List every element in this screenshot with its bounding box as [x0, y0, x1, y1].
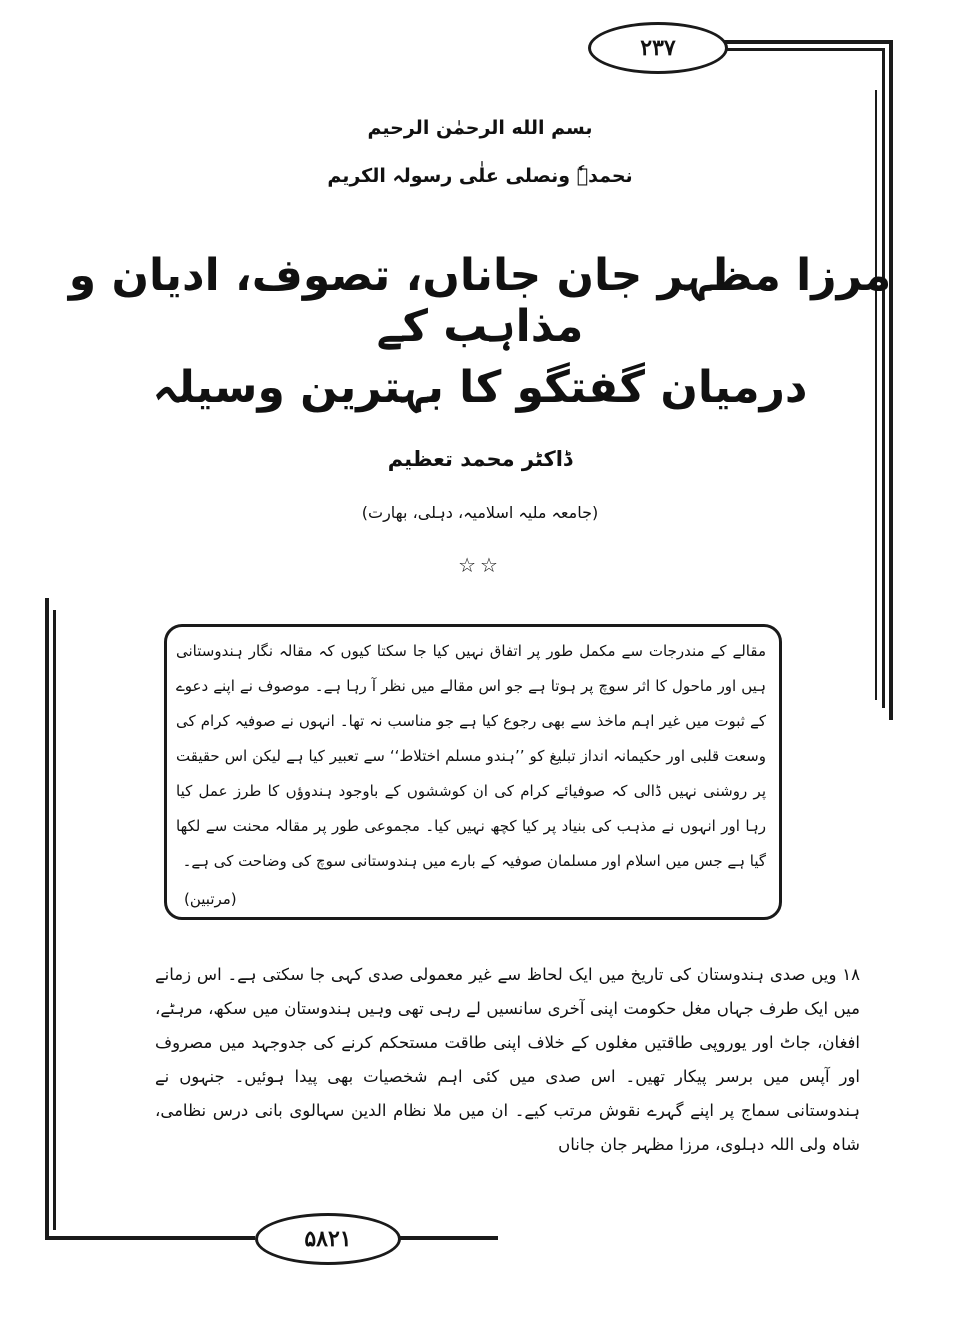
author-affiliation: (جامعہ ملیہ اسلامیہ، دہلی، بھارت)	[361, 503, 599, 522]
body-paragraph: ۱۸ ویں صدی ہندوستان کی تاریخ میں ایک لحاظ سے غیر معمولی صدی کہی جا سکتی ہے۔ اس زمانے میں ایک طرف جہاں مغل حکومت اپنی آخری سانسیں لے رہی تھی وہیں ہندوستان میں سکھ، مرہٹے، افغان، جاٹ اور یوروپی طاقتیں مغلوں کے خلاف اپنی طاقت مستحکم کرنے کی جدوجہد میں مصروف اور آپس میں برسر پیکار تھیں۔ اس صدی میں کئی اہم شخصیات بھی پیدا ہوئیں۔ جنہوں نے ہندوستانی سماج پر اپنے گہرے نقوش مرتب کیے۔ ان میں ملا نظام الدین سہالوی بانی درس نظامی، شاہ ولی اللہ دہلوی، مرزا مظہر جان جاناں	[155, 965, 860, 1154]
basmala: بسم الله الرحمٰن الرحیم	[367, 117, 593, 139]
frame-bottom-line-right	[398, 1236, 498, 1240]
article-title-line-1: مرزا مظہر جان جاناں، تصوف، ادیان و مذاہب کے	[68, 250, 892, 352]
hamd: نحمدہٗ ونصلی علٰی رسولہ الکریم	[327, 165, 633, 187]
editor-note-signature: (مرتبین)	[184, 890, 237, 908]
editor-note-text: مقالے کے مندرجات سے مکمل طور پر اتفاق نہیں کیا جا سکتا کیوں کہ مقالہ نگار ہندوستانی ہیں اور ماحول کا اثر سوچ پر ہوتا ہے جو اس مقالے میں نظر آ رہا ہے۔ موصوف نے اپنے دعوے کے ثبوت میں غیر اہم ماخذ سے بھی رجوع کیا ہے جو مناسب نہ تھا۔ انہوں نے صوفیہ کرام کی وسعت قلبی اور حکیمانہ انداز تبلیغ کو ’’ہندو مسلم اختلاط‘‘ سے تعبیر کیا ہے لیکن اس حقیقت پر روشنی نہیں ڈالی کہ صوفیائے کرام کی ان کوششوں کے باوجود ہندوؤں کا طرز عمل کیا رہا اور انہوں نے مذہب کی بنیاد پر کیا کچھ نہیں کیا۔ مجموعی طور پر مقالہ محنت سے لکھا گیا ہے جس میں اسلام اور مسلمان صوفیہ کے بارے میں ہندوستانی سوچ کی وضاحت کی ہے۔	[176, 642, 766, 870]
page-number-top	[588, 22, 728, 74]
frame-left-line-outer	[45, 598, 49, 1240]
frame-top-line-inner	[715, 48, 885, 51]
frame-left-line-inner	[53, 610, 56, 1230]
author-name: ڈاکٹر محمد تعظیم	[387, 447, 573, 471]
page-number-bottom-text: ۵۸۲۱	[304, 1226, 352, 1252]
page-number-bottom	[255, 1213, 401, 1265]
star-separator: ☆☆	[458, 553, 502, 577]
page-number-top-text: ۲۳۷	[640, 35, 676, 61]
frame-bottom-line	[45, 1236, 255, 1240]
article-title-line-2: درمیان گفتگو کا بہترین وسیلہ	[152, 362, 808, 413]
frame-top-line-outer	[715, 40, 893, 44]
